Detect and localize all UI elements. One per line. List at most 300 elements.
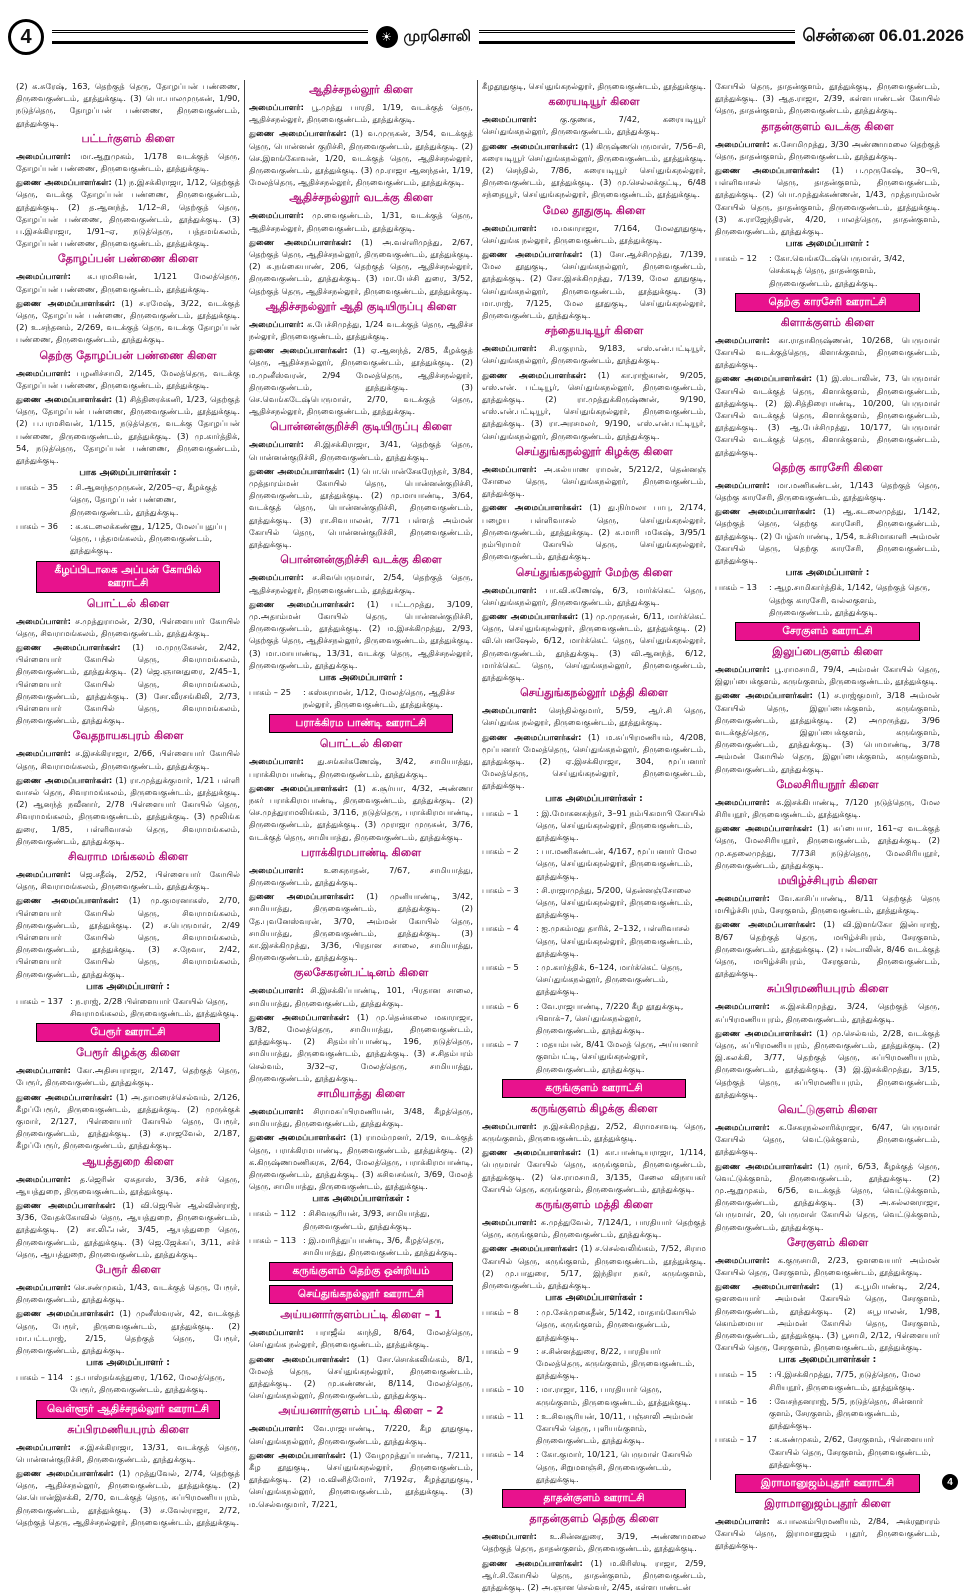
paper-name: முரசொலி — [404, 27, 472, 47]
member-paragraph — [16, 894, 240, 979]
branch-heading: மேலசிரியநூர் கிளை — [715, 778, 940, 793]
member-text: பூ.முத்து பாரதி, 1/19, வடக்குத் தெரு, ஆதிச்சநல்லூர், திருவைகுண்டம், தூத்துக்குடி. — [249, 102, 473, 124]
member-text: (1) ச.ரமேஷ், 3/22, வடக்குத் தெரு, தோழப்பன் பண்ணை, திருவைகுண்டம், தூத்துக்குடி. (2) உ.சந்தனம், 2/269, வடக்குத் தெரு, வடக்கு தோழப்பன் பண்ணை, திருவைகுண்டம், தூத்துக்குடி. — [16, 298, 240, 345]
booth-number: பாகம் – 8 — [482, 1306, 536, 1343]
role-label: துணை அமைப்பாளர்கள்: — [249, 345, 348, 355]
member-text: கோ.அதிசயராஜா, 2/147, தெற்குத் தெரு, பேரூர், திருவைகுண்டம், தூத்துக்குடி. — [16, 1065, 240, 1087]
booth-number: பாகம் – 14 — [482, 1448, 536, 1485]
member-paragraph — [249, 984, 473, 1008]
member-paragraph — [715, 822, 940, 871]
role-label: அமைப்பாளர்: — [715, 664, 770, 674]
member-paragraph — [16, 774, 240, 847]
booth-number: பாகம் – 112 — [249, 1207, 303, 1231]
subheading: பாக அமைப்பாளர் : — [249, 673, 473, 684]
member-text: உகைநாதன், 7/67, சாமியாத்து, திருவைகுண்டம், தூத்துக்குடி. — [249, 865, 473, 887]
role-label: அமைப்பாளர்: — [715, 797, 770, 807]
booth-row — [482, 1383, 706, 1407]
booth-row — [249, 1234, 473, 1258]
role-label: துணை அமைப்பாளர்கள்: — [482, 249, 583, 259]
member-paragraph — [249, 127, 473, 188]
branch-heading: பொட்டல் கிளை — [249, 737, 473, 752]
member-text: கோயில் தெரு, தாதன்குளம், தூத்துக்குடி, திருவைகுண்டம், தூத்துக்குடி. (3) ஆத.ராஜா, 2/39, கள்ளபாண்டன் கோயில் தெரு, தாதன்குளம், திருவைகுண்டம், தூத்துக்குடி. — [715, 81, 940, 115]
branch-heading: தெற்கு காரசேரி கிளை — [715, 461, 940, 476]
subheading: பாக அமைப்பாளர் : — [715, 568, 940, 579]
booth-row — [482, 884, 706, 921]
member-paragraph — [16, 615, 240, 639]
role-label: அமைப்பாளர்: — [482, 223, 537, 233]
role-label: அமைப்பாளர்: — [16, 1065, 71, 1075]
member-paragraph — [482, 1120, 706, 1144]
booth-row — [482, 807, 706, 844]
booth-row — [715, 1368, 940, 1392]
booth-details: : வேசந்தனராஜ், 5/5, நடுத்தெரு, சின்னார் குளம், சேரகுளம், திருவைகுண்டம், தூத்துக்குடி. — [769, 1395, 940, 1432]
member-text: (1) வி.ஜெபின் ஆல்வின்ராஜ், 3/36, வேதக்கோவில் தெரு, ஆயத்துறை, திருவைகுண்டம், தூத்துக்குடி. (2) சா.லிஃபன், 3/45, ஆயத்துறை தெரு, திருவைகுண்டம், தூத்துக்குடி. (3) ஜெ.ஜேக்கப், 3/11, சர்ச் தெரு, ஆயத்துறை, திருவைகுண்டம், தூத்துக்குடி. — [16, 1200, 240, 1259]
branch-heading: பொட்டல் கிளை — [16, 597, 240, 612]
member-paragraph — [249, 890, 473, 963]
member-text: மா.ஆறுமுகம், 1/178 வடக்குத் தெரு, தோழப்பன் பண்ணை, திருவைகுண்டம், தூத்துக்குடி. — [16, 151, 240, 173]
booth-row — [16, 1371, 240, 1395]
member-text: (1) ப.முருகேஷ், 30–பி, பள்ளிவாசல் தெரு, தாதன்குளம், திருவைகுண்டம், தூத்துக்குடி. (2) பொ.முத்துக்கண்ணன், 1/43, முத்தாரம்மன் கோயில் தெரு, தாதன்குளம், திருவைகுண்டம், தூத்துக்குடி. (3) க.ராஜேந்திரன், 4/20, பாலத்தெரு, தாதன்குளம், திருவைகுண்டம், தூத்துக்குடி. — [715, 165, 940, 236]
member-paragraph — [16, 80, 240, 129]
member-text: (1) ம.சுப்பிரமணியம், 4/208, மூப்பனார் மேலத்தெரு, செய்துங்கநல்லூர், திருவைகுண்டம், தூத்துக்குடி. (2) ஏ.இசக்கிராஜா, 304, மூப்பனார் மேலத்தெரு, செய்துங்கநல்லூர், திருவைகுண்டம், தூத்துக்குடி. — [482, 732, 706, 791]
booth-details: : பா.மணிகண்டன், 4/167, மூப்பனார் மேல தெரு, செய்துங்கநல்லூர், திருவைகுண்டம், தூத்துக்குடி. — [536, 845, 706, 882]
role-label: அமைப்பாளர்: — [715, 1122, 770, 1132]
role-label: அமைப்பாளர்: — [715, 1255, 770, 1265]
booth-number: பாகம் – 5 — [482, 961, 536, 998]
member-text: (1) மு.குமரனாகஸ், 2/70, பிள்ளையார் கோயில் தெரு, சிவராமங்கலம், திருவைகுண்டம், தூத்துக்குடி. (2) ச.பெருமாள், 2/49 பிள்ளையார் கோயில் தெரு, சிவராமங்கலம், திருவைகுண்டம், தூத்துக்குடி. (3) ச.நேவா, 2/42, பிள்ளையார் கோயில் தெரு, சிவராமங்கலம், திருவைகுண்டம், தூத்துக்குடி. — [16, 895, 240, 978]
branch-heading: வெட்டுகுளம் கிளை — [715, 1103, 940, 1118]
role-label: அமைப்பாளர்: — [249, 756, 304, 766]
member-text: (1) வ.முருகன், 3/54, வடக்குத் தெரு, பொன்னன் குறிச்சி, திருவைகுண்டம், தூத்துக்குடி. (2) செ.இளங்கோவன், 1/20, வடக்குத் தெரு, ஆதிச்சநல்லூர், திருவைகுண்டம், தூத்துக்குடி. (3) மு.ராஜா ஆனந்தன், 1/19, மேலத்தெரு, ஆதிச்சநல்லூர், திருவைகுண்டம், தூத்துக்குடி. — [249, 128, 473, 187]
booth-row — [715, 581, 940, 618]
role-label: துணை அமைப்பாளர்கள்: — [249, 599, 354, 609]
member-paragraph — [715, 138, 940, 162]
member-text: மா.மணிகண்டன், 1/143 தெற்குத் தெரு, தெற்கு காரசேரி, திருவைகுண்டம், தூத்துக்குடி. — [715, 480, 940, 502]
member-paragraph — [16, 868, 240, 892]
role-label: அமைப்பாளர்: — [715, 480, 770, 490]
branch-heading: மயிழ்ச்சிபுரம் கிளை — [715, 874, 940, 889]
member-paragraph — [482, 248, 706, 321]
member-text: க.பாலகம்பிரமணியம், 2/84, அக்ரஹாரம் கோயில் தெரு, இராமானுஜம் புதூர், திருவைகுண்டம், தூத்துக்குடி. — [715, 1516, 940, 1550]
role-label: அமைப்பாளர்: — [715, 335, 770, 345]
member-paragraph — [482, 1146, 706, 1195]
role-label: அமைப்பாளர்: — [16, 151, 71, 161]
member-paragraph — [249, 755, 473, 779]
booth-details: : க.கண்முகம், 2/62, சேரகுளம், பிள்ளையார் கோயில் தெரு, சேரகுளம், திருவைகுண்டம், தூத்துக்குடி. — [769, 1433, 940, 1470]
role-label: அமைப்பாளர்: — [16, 1174, 71, 1184]
member-paragraph — [715, 663, 940, 687]
branch-heading: மேல தூதுகுடி கிளை — [482, 204, 706, 219]
booth-details: : ந.ராஜ், 2/28 பிள்ளையார் கோயில் தெரு, சிவராமங்கலம், திருவைகுண்டம், தூத்துக்குடி. — [70, 995, 240, 1019]
member-text: (1) மு.செல்வம், 2/28, வடக்குத் தெரு, சுப்பிரமணியபுரம், திருவைகுண்டம், தூத்துக்குடி. (2) இ.சுலக்கி, 3/77, தெற்குத் தெரு, சுப்பிரமணியபுரம், திருவைகுண்டம், தூத்துக்குடி. (3) இ.இசக்கிமுத்து, 3/15, தெற்குத் தெரு, சுப்பிரமணியபுரம், திருவைகுண்டம், தூத்துக்குடி. — [715, 1028, 940, 1099]
booth-details: : த.பாஸ்தங்கத்துரை, 1/162, மேலத்தெரு, பேரூர், திருவைகுண்டம், தூத்துக்குடி. — [70, 1371, 240, 1395]
subheading: பாக அமைப்பாளர் : — [715, 239, 940, 250]
branch-heading: பராக்கிரமபாண்டி கிளை — [249, 846, 473, 861]
member-paragraph — [249, 1326, 473, 1350]
booth-details: : மா.ராஜா, 116, பாரதியார் தெரு, கருங்குளம், திருவைகுண்டம், தூத்துக்குடி. — [536, 1383, 706, 1407]
member-text: வே.ராஜபாண்டி, 7/220, கீழ தூதுகுடி, செய்துங்கநல்லூர், திருவைகுண்டம், தூத்துக்குடி. — [249, 1423, 473, 1445]
branch-heading: கிளாக்குளம் கிளை — [715, 316, 940, 331]
member-text: (1) கா.ராஜ்கான், 9/205, எஸ்.என். பட்டியூர், செய்துங்கநல்லூர், திருவைகுண்டம், தூத்துக்குடி. (2) ரா.முத்துக்கிருஷ்ணன், 9/190, எஸ்.என்.பட்டியூர், செய்துங்கநல்லூர், திருவைகுண்டம், தூத்துக்குடி. (3) ரா.அரசமலர், 9/190, எஸ்.என்.பட்டியூர், செய்துங்கநல்லூர், திருவைகுண்டம், தூத்துக்குடி. — [482, 370, 706, 441]
role-label: துணை அமைப்பாளர்கள்: — [715, 1281, 820, 1291]
role-label: துணை அமைப்பாளர்கள்: — [482, 1147, 581, 1157]
member-paragraph — [249, 101, 473, 125]
column-2 — [245, 80, 478, 1480]
role-label: அமைப்பாளர்: — [16, 1282, 71, 1292]
member-paragraph — [715, 164, 940, 237]
booth-details: : மு.கார்த்திக், 6–124, மார்க்கெட் தெரு, செய்துங்கநல்லூர், திருவைகுண்டம், தூத்துக்குடி. — [536, 961, 706, 998]
member-text: ச.சிவபெருமாள், 2/54, தெற்குத் தெரு, ஆதிச்சநல்லூர், திருவைகுண்டம், தூத்துக்குடி. — [249, 572, 473, 594]
booth-number: பாகம் – 4 — [482, 922, 536, 959]
member-paragraph — [16, 150, 240, 174]
booth-number: பாகம் – 15 — [715, 1368, 769, 1392]
member-text: க.சோமிமுத்து, 3/30 அண்ணாமலை தெற்குத் தெரு, தாதன்குளம், திருவைகுண்டம், தூத்துக்குடி. — [715, 139, 940, 161]
panchayat-banner: தாதன்குளம் ஊராட்சி — [502, 1489, 686, 1508]
booth-row — [715, 1395, 940, 1432]
role-label: அமைப்பாளர்: — [249, 1327, 304, 1337]
booth-number: பாகம் – 10 — [482, 1383, 536, 1407]
branch-heading: கருங்குளம் கிழக்கு கிளை — [482, 1102, 706, 1117]
member-paragraph — [715, 505, 940, 566]
subheading: பாக அமைப்பாளர்கள் : — [482, 794, 706, 805]
member-paragraph — [16, 1199, 240, 1260]
role-label: அமைப்பாளர்: — [482, 464, 537, 474]
branch-heading: பேரூர் கிளை — [16, 1263, 240, 1278]
member-paragraph — [16, 1467, 240, 1528]
branch-heading: வேதநாயகபுரம் கிளை — [16, 729, 240, 744]
panchayat-banner: சேரகுளம் ஊராட்சி — [735, 622, 920, 641]
member-text: த.ஜெரின் ஏசுதாஸ், 3/36, சர்ச் தெரு, ஆயத்துறை, திருவைகுண்டம், தூத்துக்குடி. — [16, 1174, 240, 1196]
panchayat-banner: வெள்ளூர் ஆதிச்சநல்லூர் ஊராட்சி — [36, 1400, 220, 1419]
branch-heading: இலுப்பைகுளம் கிளை — [715, 645, 940, 660]
member-text: செ.சண்முகம், 1/43, வடக்குத் தெரு, பேரூர், திருவைகுண்டம், தூத்துக்குடி. — [16, 1282, 240, 1304]
member-paragraph — [249, 782, 473, 843]
member-paragraph — [249, 1011, 473, 1084]
branch-heading: தாதன்குளம் தெற்கு கிளை — [482, 1512, 706, 1527]
role-label: துணை அமைப்பாளர்கள்: — [249, 128, 347, 138]
member-paragraph — [715, 372, 940, 457]
branch-heading: செய்துங்கநல்லூர் மேற்கு கிளை — [482, 566, 706, 581]
role-label: துணை அமைப்பாளர்கள்: — [249, 466, 345, 476]
member-paragraph — [16, 1064, 240, 1088]
member-text: (1) க.பூமிபாண்டி, 2/24, ஒளவையார் அம்மன் கோயில் தெரு, சேரகுளம், திருவைகுண்டம், தூத்துக்குடி. (2) சுபூபாலன், 1/98, கொம்மையா அம்மன் கோயில் தெரு, சேரகுளம், திருவைகுண்டம், தூத்துக்குடி. (3) பூசாமி, 2/12, பிள்ளையார் கோயில் தெரு, சேரகுளம், திருவைகுண்டம், தூத்துக்குடி. — [715, 1281, 940, 1352]
role-label: அமைப்பாளர்: — [249, 319, 304, 329]
member-text: மு.வைகுண்டம், 1/31, வடக்குத் தெரு, ஆதிச்சநல்லூர், திருவைகுண்டம், தூத்துக்குடி. — [249, 210, 473, 232]
member-paragraph — [715, 1000, 940, 1024]
member-text: சு.முத்துவேல், 7/124/1, பாரதியார் தெற்குத் தெரு, கருங்குளம், திருவைகுண்டம், தூத்துக்குடி. — [482, 1217, 706, 1239]
role-label: அமைப்பாளர்: — [482, 705, 537, 715]
branch-heading: செய்துங்கநல்லூர் கிழக்கு கிளை — [482, 445, 706, 460]
branch-heading: கரையடியூர் கிளை — [482, 95, 706, 110]
role-label: துணை அமைப்பாளர்கள்: — [16, 1200, 116, 1210]
role-label: அமைப்பாளர்: — [715, 893, 770, 903]
panchayat-banner: கருங்குளம் தெற்கு ஒன்றியம் — [269, 1262, 453, 1281]
booth-row — [16, 520, 240, 557]
member-paragraph — [249, 1105, 473, 1129]
member-text: க.பரமசிவன், 1/121 மேலத்தெரு, தோழப்பன் பண்ணை, திருவைகுண்டம், தூத்துக்குடி. — [16, 271, 240, 293]
branch-heading: தாதன்குளம் வடக்கு கிளை — [715, 120, 940, 135]
role-label: துணை அமைப்பாளர்கள்: — [16, 298, 115, 308]
role-label: துணை அமைப்பாளர்கள்: — [249, 237, 352, 247]
booth-number: பாகம் – 16 — [715, 1395, 769, 1432]
member-text: (1) முனீஸ்வரன், 42, வடக்குத் தெரு, பேரூர், திருவைகுண்டம், தூத்துக்குடி. (2) மா.பட்டராஜ், 2/15, தெற்குத் தெரு, பேரூர், திருவைகுண்டம், தூத்துக்குடி. — [16, 1308, 240, 1355]
booth-number: பாகம் – 12 — [715, 252, 769, 289]
booth-row — [482, 1410, 706, 1447]
role-label: அமைப்பாளர்: — [715, 1516, 770, 1526]
panchayat-banner: பராக்கிரம பாண்டி ஊராட்சி — [269, 714, 453, 733]
branch-heading: அய்யனார்குளம்பட்டி கிளை – 1 — [249, 1308, 473, 1323]
member-text: (1) ந.இசக்கிராஜா, 1/12, தெற்குத் தெரு, வடக்கு தோழப்பன் பண்ணை, திருவைகுண்டம், தூத்துக்குடி. (2) த.ஆனந்த், 1/12–சி, தெற்குத் தெரு, தோழப்பன் பண்ணை, திருவைகுண்டம், தூத்துக்குடி. (3) ப.இசக்கிராஜா, 1/91–ஏ, நடுத்தெரு, பத்தமங்கலம், தோழப்பன் பண்ணை, திருவைகுண்டம், தூத்துக்குடி. — [16, 177, 240, 248]
role-label: துணை அமைப்பாளர்கள்: — [715, 506, 816, 516]
booth-row — [16, 481, 240, 518]
booth-number: பாகம் – 9 — [482, 1345, 536, 1382]
role-label: துணை அமைப்பாளர்கள்: — [715, 690, 813, 700]
member-paragraph — [482, 1216, 706, 1240]
booth-details: : ச.சின்னத்துரை, 8/22, பாரதியார் மேலத்தெரு, கருங்குளம், திருவைகுண்டம், தூத்துக்குடி. — [536, 1345, 706, 1382]
subheading: பாக அமைப்பாளர்கள் : — [482, 1293, 706, 1304]
branch-heading: ஆதிச்சநல்லூர் வடக்கு கிளை — [249, 191, 473, 206]
member-paragraph — [482, 610, 706, 683]
booth-number: பாகம் – 114 — [16, 1371, 70, 1395]
role-label: அமைப்பாளர்: — [249, 1106, 304, 1116]
role-label: துணை அமைப்பாளர்கள்: — [249, 1354, 350, 1364]
member-text: பா.வி.கணேஷ், 6/3, மார்க்கெட் தெரு, செய்துங்கநல்லூர், திருவைகுண்டம், தூத்துக்குடி. — [482, 585, 706, 607]
role-label: அமைப்பாளர்: — [482, 585, 537, 595]
role-label: துணை அமைப்பாளர்கள்: — [715, 1161, 813, 1171]
subheading: பாக அமைப்பாளர்கள் : — [16, 468, 240, 479]
member-text: சு.இசக்கிபாண்டி, 7/120 நடுத்தெரு, மேல சிரியநூர், திருவைகுண்டம், தூத்துக்குடி. — [715, 797, 940, 819]
branch-heading: தெற்கு தோழப்பன் பண்ணை கிளை — [16, 349, 240, 364]
branch-heading: ஆதிச்சநல்லூர் ஆதி குடியிருப்பு கிளை — [249, 300, 473, 315]
booth-number: பாகம் – 13 — [715, 581, 769, 618]
branch-heading: குலசேகரன்பட்டினம் கிளை — [249, 966, 473, 981]
member-paragraph — [715, 1027, 940, 1100]
booth-details: : ஆழ.சாமிகார்த்திக், 1/142, தெற்குத் தெரு, தெற்கு காரசேரி, வல்லகுளம், திருவைகுண்டம், தூத்துக்குடி. — [769, 581, 940, 618]
booth-details: : பி.இசக்கிமுத்து, 7/75, நடுத்தெரு, மேல சிரியநூர், திருவைகுண்டம், தூத்துக்குடி. — [769, 1368, 940, 1392]
member-paragraph — [715, 334, 940, 371]
member-paragraph — [249, 864, 473, 888]
booth-details: : கஸ்சுராமன், 1/12, மேலத்தெரு, ஆதிச்ச நல்லூர், திருவைகுண்டம், தூத்துக்குடி. — [303, 686, 473, 710]
column-3 — [478, 80, 711, 1480]
member-paragraph — [16, 1441, 240, 1465]
branch-heading: அய்யனார்குளம் பட்டி கிளை – 2 — [249, 1404, 473, 1419]
booth-number: பாகம் – 2 — [482, 845, 536, 882]
member-text: (2) க.சுரேஷ், 163, தெற்குத் தெரு, தோழப்பன் பண்ணை, திருவைகுண்டம், தூத்துக்குடி. (3) பொ.பாலமுருகன், 1/90, நடுத்தெரு, தோழப்பன் பண்ணை, திருவைகுண்டம், தூத்துக்குடி. — [16, 81, 240, 128]
member-text: (1) சித்திரைக்கனி, 1/23, தெற்குத் தெரு, தோழப்பன் பண்ணை, திருவைகுண்டம், தூத்துக்குடி. (2) ப.பரமசிவன், 1/115, நடுத்தெரு, வடக்கு தோழப்பன் பண்ணை, திருவைகுண்டம், தூத்துக்குடி. (3) மு.கார்த்திக், 54, நடுத்தெரு, தோழப்பன் பண்ணை, திருவைகுண்டம், தூத்துக்குடி. — [16, 394, 240, 465]
branch-heading: ஆதிச்சநல்லூர் கிளை — [249, 83, 473, 98]
member-text: கா.ராதாகிருஷ்ணன், 10/268, பெருமாள் கோயில் வடக்குத்தெரு, கிளாக்குளம், திருவைகுண்டம், தூத்துக்குடி. — [715, 335, 940, 369]
role-label: துணை அமைப்பாளர்கள்: — [715, 165, 820, 175]
role-label: அமைப்பாளர்: — [715, 139, 770, 149]
booth-number: பாகம் – 137 — [16, 995, 70, 1019]
member-text: (1) ச.ராஜ்குமார், 3/18 அம்மன் கோயில் தெரு, இலுப்பைக்குளம், கருங்குளம், திருவைகுண்டம், தூத்துக்குடி. (2) அமுருத்து, 3/96 வடக்குத்தெரு, இலுப்பைக்குளம், கருங்குளம், திருவைகுண்டம், தூத்துக்குடி. (3) பொமாண்டி, 3/78 அம்மன் கோயில் தெரு, இலுப்பைக்குளம், கருங்குளம், திருவைகுண்டம், தூத்துக்குடி. — [715, 690, 940, 773]
role-label: அமைப்பாளர்: — [16, 271, 71, 281]
role-label: அமைப்பாளர்: — [249, 210, 304, 220]
panchayat-banner: செய்துங்கநல்லூர் ஊராட்சி — [269, 1285, 453, 1304]
role-label: துணை அமைப்பாளர்கள்: — [249, 1012, 349, 1022]
booth-number: பாகம் – 6 — [482, 1000, 536, 1037]
member-text: (1) பொ.பொன்சேகரேந்தர், 3/84, முத்தாரம்மன் கோயில் தெரு, பொன்னன்குறிச்சி, திருவைகுண்டம், தூத்துக்குடி. (2) மு.மாயாண்டி, 3/64, வடக்குத் தெரு, பொன்னன்குறிச்சி, திருவைகுண்டம், தூத்துக்குடி. (3) ரா.சிவபாலன், 7/71 பள்ளத் அம்மன் கோயில் தெரு, பொன்னன்குறிச்சி, திருவைகுண்டம், தூத்துக்குடி. — [249, 466, 473, 549]
member-paragraph — [715, 1254, 940, 1278]
booth-number: பாகம் – 3 — [482, 884, 536, 921]
member-paragraph — [482, 1530, 706, 1554]
member-paragraph — [16, 641, 240, 726]
member-text: சி.ரகுராம், 9/183, எஸ்.என்.பட்டியூர், செய்துங்கநல்லூர், திருவைகுண்டம், தூத்துக்குடி. — [482, 343, 706, 365]
role-label: துணை அமைப்பாளர்கள்: — [16, 1092, 113, 1102]
booth-row — [482, 1306, 706, 1343]
booth-details: : மு.சேக்முகைதீன், 5/142, மாதாங்கோயில் தெரு, கருங்குளம், திருவைகுண்டம், தூத்துக்குடி. — [536, 1306, 706, 1343]
branch-heading: சுப்பிரமணியபுரம் கிளை — [16, 1423, 240, 1438]
panchayat-banner: கருங்குளம் ஊராட்சி — [502, 1079, 686, 1098]
member-text: அ.கல்யாண ராமன், 5/212/2, தென்னஞ் சோலை தெரு, செய்துங்கநல்லூர், திருவைகுண்டம், தூத்துக்குடி. — [482, 464, 706, 498]
booth-details: : இ.மோகனசுந்தர், 3–91 நம்பிகமாபி கோயில் தெரு, செய்துங்கநல்லூர், திருவைகுண்டம், தூத்துக்குடி. — [536, 807, 706, 844]
member-text: (1) ருார், 6/53, கீழக்குத் தெரு, வெட்டுக்குளம், திருவைகுண்டம், தூத்துக்குடி. (2) மு.ஆறுமுகம், 6/56, வடக்குத் தெரு, வெட்டுக்குளம், திருவைகுண்டம், தூத்துக்குடி. (3) அ.சுல்லனராஜா, பெருமாள், 20, பெருமாள் கோயில் தெரு, வெட்டுக்குளம், திருவைகுண்டம், தூத்துக்குடி. — [715, 1161, 940, 1232]
member-text: (1) வி.இளங்கோ இன்பராஜ், 8/67 தெற்குத் தெரு, மயிழ்ச்சிபுரம், சேரகுளம், திருவைகுண்டம், தூத்துக்குடி. (2) பல்டாலின், 8/46 வடக்குத் தெரு, மயிழ்ச்சிபுரம், சேரகுளம், திருவைகுண்டம், தூத்துக்குடி. — [715, 919, 940, 978]
booth-row — [715, 1433, 940, 1470]
role-label: துணை அமைப்பாளர்கள்: — [16, 1468, 114, 1478]
branch-heading: கருங்குளம் மத்தி கிளை — [482, 1198, 706, 1213]
booth-row — [249, 1207, 473, 1231]
member-paragraph — [16, 176, 240, 249]
role-label: துணை அமைப்பாளர்கள்: — [16, 394, 112, 404]
branch-heading: ஆயத்துறை கிளை — [16, 1155, 240, 1170]
member-paragraph — [482, 222, 706, 246]
booth-number: பாகம் – 11 — [482, 1410, 536, 1447]
role-label: துணை அமைப்பாளர்கள்: — [16, 642, 121, 652]
member-text: (1) அ.வள்ளிமுத்து, 2/67, தெற்குத் தெரு, ஆதிச்சநல்லூர், திருவைகுண்டம், தூத்துக்குடி. (2) சு.நங்கையாண், 206, தெற்குத் தெரு, ஆதிச்சநல்லூர், திருவைகுண்டம், தூத்துக்குடி. (3) மா.பேச்சி துரை, 3/52, தெற்குத் தெரு, ஆதிச்சநல்லூர், திருவைகுண்டம், தூத்துக்குடி. — [249, 237, 473, 296]
member-paragraph — [249, 598, 473, 671]
member-paragraph — [16, 747, 240, 771]
member-paragraph — [482, 113, 706, 137]
member-text: ச.இசக்கிராஜா, 13/31, வடக்குத் தெரு, பொன்னன்குறிச்சி, திருவைகுண்டம், தூத்துக்குடி. — [16, 1442, 240, 1464]
booth-row — [16, 995, 240, 1019]
branch-heading: செய்துங்கநல்லூர் மத்தி கிளை — [482, 686, 706, 701]
role-label: அமைப்பாளர்: — [482, 1121, 537, 1131]
member-text: சி.இசக்கிப்பாண்டி, 101, பிரதான சாலை, சாமியாத்து, திருவைகுண்டம், தூத்துக்குடி. — [249, 985, 473, 1007]
booth-details: : இ.மாரித்துப்பாண்டி, 3/6, கீழத்தெரு, சாமியாத்து, திருவைகுண்டம், தூத்துக்குடி. — [303, 1234, 473, 1258]
role-label: துணை அமைப்பாளர்கள்: — [16, 775, 112, 785]
member-paragraph — [482, 731, 706, 792]
member-paragraph — [715, 689, 940, 774]
member-paragraph — [482, 1242, 706, 1291]
member-text: வே.காசிப்பாண்டி, 8/11 தெற்குத் தெரு மயிழ்ச்சிபுரம், சேரகுளம், திருவைகுண்டம், தூத்துக்குடி. — [715, 893, 940, 915]
subheading: பாக அமைப்பாளர் : — [16, 982, 240, 993]
member-text: (1) சு.சூர்யா, 4/32, அண்ணா நகர் பராக்கிரமபாண்டி, திருவைகுண்டம், தூத்துக்குடி. (2) செ.முத்துராமலிங்கம், 3/116, நடுத்தெரு, பராக்கிரமபாண்டி, திருவைகுண்டம், தூத்துக்குடி. (3) முராஜா முருகன், 3/76, வடக்குத் தெரு, சாமியாத்து, திருவைகுண்டம், தூத்துக்குடி. — [249, 783, 473, 842]
member-paragraph — [249, 1353, 473, 1402]
masthead-rule-left — [52, 30, 368, 44]
role-label: அமைப்பாளர்: — [16, 869, 71, 879]
panchayat-banner: இராமானுஜம்புதூர் ஊராட்சி — [735, 1474, 920, 1493]
branch-heading: பட்டர்குளம் கிளை — [16, 132, 240, 147]
member-text: ஜெ.சதீஷ், 2/52, பிள்ளையார் கோயில் தெரு, சிவராமங்கலம், திருவைகுண்டம், தூத்துக்குடி. — [16, 869, 240, 891]
booth-details: : கோ.வெங்கடேஷ்பெருமாள், 3/42, செக்கடித் தெரு, தாதன்குளம், திருவைகுண்டம், தூத்துக்குடி. — [769, 252, 940, 289]
member-paragraph — [482, 1557, 706, 1593]
branch-heading: சுப்பிரமணியபுரம் கிளை — [715, 982, 940, 997]
corner-page-number: 4 — [942, 1474, 958, 1490]
booth-details: : மதயம்பன், 8/41 மேலத் தெரு, அய்யனார் குளம்பட்டி, செய்துங்கநல்லூர், திருவைகுண்டம், தூத்துக்குடி. — [536, 1038, 706, 1075]
dateline: சென்னை 06.01.2026 — [803, 26, 965, 48]
rising-sun-logo-icon: ☀ — [376, 26, 398, 48]
booth-details: : சி.ராஜாமுத்து, 5/200, தென்னஞ்சோலை தெரு, செய்துங்கநல்லூர், திருவைகுண்டம், தூத்துக்குடி. — [536, 884, 706, 921]
member-text: பராஜீவ் காந்தி, 8/64, மேலத்தெரு, செய்துங்க நல்லூர், திருவைகுண்டம், தூத்துக்குடி. — [249, 1327, 473, 1349]
role-label: துணை அமைப்பாளர்கள்: — [715, 919, 816, 929]
booth-details: : உ.சிவசூரியன், 10/11, பஞ்சாலி அம்மன் கோயில் தெரு, புளியங்குளம், திருவைகுண்டம், தூத்துக்குடி. — [536, 1410, 706, 1447]
member-text: (1) இ.ஸ்டாலின், 73, பெருமாள் கோயில் வடக்குத் தெரு, கிளாக்குளம், திருவைகுண்டம், தூத்துக்குடி. (2) இ.சித்திரைபாண்டி, 10/200, பெருமாள் கோயில் வடக்குத் தெரு, கிளாக்குளம், திருவைகுண்டம், தூத்துக்குடி. (3) ஆ.பேச்சிமுத்து, 10/177, பெருமாள் கோயில் வடக்குத் தெரு, கிளாக்குளம், திருவைகுண்டம், தூத்துக்குடி. — [715, 373, 940, 456]
member-text: ம.மகாராஜா, 7/164, மேலதூதுகுடி, செய்துங்க நல்லூர், திருவைகுண்டம், தூத்துக்குடி. — [482, 223, 706, 245]
branch-heading: சிவராம மங்கலம் கிளை — [16, 850, 240, 865]
member-text: உ.சின்னதுரை, 3/19, அண்ணாமலை தெற்குத் தெரு, தாதன்குளம், திருவைகுண்டம், தூத்துக்குடி. — [482, 1531, 706, 1553]
role-label: துணை அமைப்பாளர்கள்: — [715, 1028, 812, 1038]
member-paragraph — [249, 465, 473, 550]
member-text: க.குருசாமி, 2/23, ஒளவையார் அம்மன் கோயில் தெரு, சேரகுளம், திருவைகுண்டம், தூத்துக்குடி. — [715, 1255, 940, 1277]
member-paragraph — [482, 80, 706, 92]
subheading: பாக அமைப்பாளர் : — [16, 1358, 240, 1369]
member-paragraph — [715, 1160, 940, 1233]
member-text: ச.இசக்கிராஜா, 2/66, பிள்ளையார் கோயில் தெரு, சிவராமங்கலம், திருவைகுண்டம், தூத்துக்குடி. — [16, 748, 240, 770]
panchayat-banner: பேரூர் ஊராட்சி — [36, 1023, 220, 1042]
role-label: துணை அமைப்பாளர்கள்: — [16, 1308, 114, 1318]
member-paragraph — [16, 1091, 240, 1152]
branch-heading: சந்தையடியூர் கிளை — [482, 324, 706, 339]
member-paragraph — [715, 892, 940, 916]
member-paragraph — [482, 584, 706, 608]
booth-details: : சிசிவசூரியன், 3/93, சாமியாத்து, திருவைகுண்டம், தூத்துக்குடி. — [303, 1207, 473, 1231]
role-label: அமைப்பாளர்: — [482, 114, 537, 124]
member-paragraph — [16, 297, 240, 346]
booth-number: பாகம் – 1 — [482, 807, 536, 844]
subheading: பாக அமைப்பாளர்கள் : — [715, 1355, 940, 1366]
member-paragraph — [482, 463, 706, 500]
booth-number: பாகம் – 17 — [715, 1433, 769, 1470]
role-label: அமைப்பாளர்: — [16, 748, 71, 758]
role-label: துணை அமைப்பாளர்கள்: — [16, 177, 112, 187]
page-number-badge: 4 — [8, 19, 44, 55]
booth-number: பாகம் – 35 — [16, 481, 70, 518]
member-paragraph — [16, 1173, 240, 1197]
role-label: துணை அமைப்பாளர்கள்: — [482, 502, 582, 512]
member-paragraph — [249, 1131, 473, 1192]
member-text: (1) ச.செல்வலிங்கம், 7/52, சிராம கோயில் தெரு, கருங்குளம், திருவைகுண்டம், தூத்துக்குடி. (2) மு.பாதுரை, 5/17, இந்திரா நகர், கருங்குளம், திருவைகுண்டம், தூத்துக்குடி. — [482, 1243, 706, 1290]
member-paragraph — [16, 393, 240, 466]
role-label: துணை அமைப்பாளர்கள்: — [482, 611, 578, 621]
member-text: சி.இசக்கிராஜா, 3/41, தெற்குத் தெரு, பொன்னன்குறிச்சி, திருவைகுண்டம், தூத்துக்குடி. — [249, 439, 473, 461]
member-paragraph — [249, 571, 473, 595]
member-paragraph — [482, 342, 706, 366]
member-paragraph — [482, 704, 706, 728]
branch-heading: சாமியாத்து கிளை — [249, 1087, 473, 1102]
member-paragraph — [249, 236, 473, 297]
member-text: ந.இசக்கிமுத்து, 2/52, கிராமசாவடி தெரு, கருங்குளம், திருவைகுண்டம், தூத்துக்குடி. — [482, 1121, 706, 1143]
booth-number: பாகம் – 25 — [249, 686, 303, 710]
role-label: துணை அமைப்பாளர்கள்: — [482, 141, 578, 151]
role-label: அமைப்பாளர்: — [249, 439, 304, 449]
branch-heading: பொன்னன்குறிச்சி வடக்கு கிளை — [249, 553, 473, 568]
member-text: து.சங்கர்கணேஷ், 3/42, சாமியாத்து, பராக்கிரமபாண்டி, திருவைகுண்டம், தூத்துக்குடி. — [249, 756, 473, 778]
member-text: பழனிச்சாமி, 2/145, மேலத்தெரு, வடக்கு தோழப்பன் பண்ணை, திருவைகுண்டம், தூத்துக்குடி. — [16, 368, 240, 390]
member-text: (1) முத்துவேல், 2/74, தெற்குத் தெரு, ஆதிச்சநல்லூர், திருவைகுண்டம், தூத்துக்குடி. (2) செ.பொன்இசக்கி, 2/70, வடக்குத் தெரு, சுப்பிரமணியபுரம், திருவைகுண்டம், தூத்துக்குடி. (3) ச.வேல்ராஜா, 2/72, தெற்குத் தெரு, ஆதிச்சநல்லூர், திருவைகுண்டம், தூத்துக்குடி. — [16, 1468, 240, 1527]
booth-row — [482, 1345, 706, 1382]
member-paragraph — [249, 318, 473, 342]
booth-row — [249, 686, 473, 710]
booth-row — [715, 252, 940, 289]
panchayat-banner: கீழப்பிடாகை அப்பன் கோயில் ஊராட்சி — [36, 561, 220, 593]
member-text: கு.குணசு, 7/42, கரையடியூர் செய்துங்கநல்லூர், திருவைகுண்டம், தூத்துக்குடி. — [482, 114, 706, 136]
member-text: (1) முனியாண்டி, 3/42, சாமியாத்து, திருவைகுண்டம், தூத்துக்குடி. (2) தே.புவனேஸ்வரன், 3/70, அம்மன் கோயில் தெரு, சாமியாத்து, திருவைகுண்டம், தூத்துக்குடி. (3) கா.இசக்கிமுத்து, 3/36, பிரதான சாலை, சாமியாத்து, திருவைகுண்டம், தூத்துக்குடி. — [249, 891, 473, 962]
member-text: (1) சுப்பையா, 161–ஏ வடக்குத் தெரு, மேலசிரியநூர், திருவைகுண்டம், தூத்துக்குடி. (2) மு.சுதலைமுத்து, 7/73சி நடுத்தெரு, மேலசிரியநூர், திருவைகுண்டம், தூத்துக்குடி. — [715, 823, 940, 870]
masthead-rule-right — [479, 30, 795, 44]
column-1 — [12, 80, 245, 1480]
member-paragraph — [249, 344, 473, 417]
